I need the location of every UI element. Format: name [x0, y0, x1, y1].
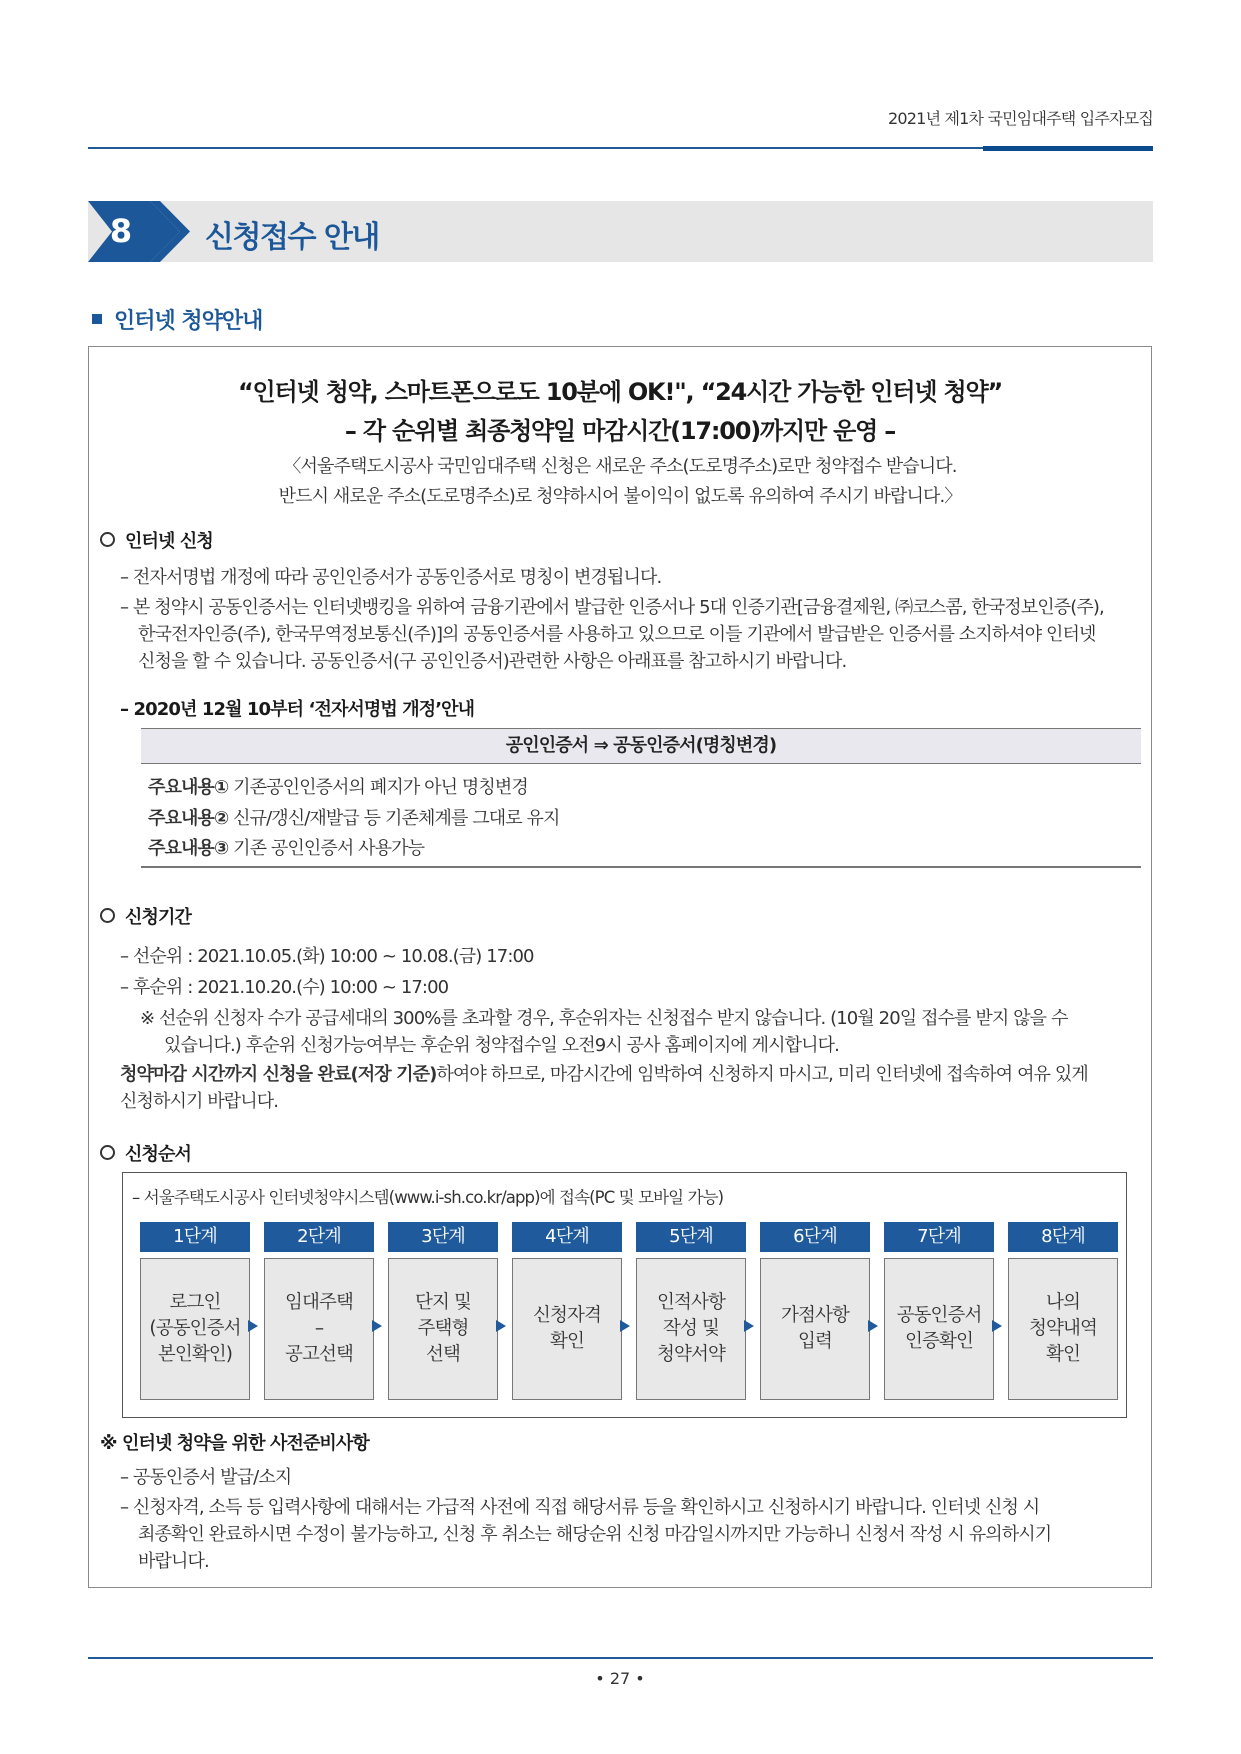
banner-line-2: – 각 순위별 최종청약일 마감시간(17:00)까지만 운영 –: [344, 417, 896, 445]
arrow-right-icon: [248, 1320, 258, 1332]
process-intro: – 서울주택도시공사 인터넷청약시스템(www.i-sh.co.kr/app)에 접속(PC 및 모바일 가능): [132, 1188, 724, 1207]
period-warning-line-2: 신청하시기 바랍니다.: [120, 1091, 279, 1112]
internet-apply-item-1: – 전자서명법 개정에 따라 공인인증서가 공동인증서로 명칭이 변경됩니다.: [120, 567, 662, 588]
step-5-head: 5단계: [636, 1222, 746, 1252]
prep-item-1: – 공동인증서 발급/소지: [120, 1467, 292, 1488]
document-header-title: 2021년 제1차 국민임대주택 입주자모집: [888, 109, 1153, 128]
arrow-right-icon: [496, 1320, 506, 1332]
step-3-head: 3단계: [388, 1222, 498, 1252]
step-7-head: 7단계: [884, 1222, 994, 1252]
step-7-body: 공동인증서 인증확인: [884, 1258, 994, 1400]
prep-item-2-line-2: 최종확인 완료하시면 수정이 불가능하고, 신청 후 취소는 해당순위 신청 마감일시까지만 가능하니 신청서 작성 시 유의하시기: [138, 1524, 1052, 1545]
esign-point-2-text: 신규/갱신/재발급 등 기존체계를 그대로 유지: [228, 808, 560, 829]
esign-notice-table-bottom-rule: [141, 866, 1141, 868]
circle-bullet-icon: [100, 532, 115, 547]
banner-line-1: “인터넷 청약, 스마트폰으로도 10분에 OK!", “24시간 가능한 인터넷 청약”: [237, 378, 1003, 406]
section-title: 신청접수 안내: [205, 220, 379, 255]
esign-notice-title: – 2020년 12월 10부터 ‘전자서명법 개정’안내: [120, 699, 475, 720]
step-5-body: 인적사항 작성 및 청약서약: [636, 1258, 746, 1400]
subheading-text: 인터넷 청약안내: [114, 309, 263, 334]
circle-bullet-icon: [100, 908, 115, 923]
order-heading-text: 신청순서: [125, 1144, 191, 1165]
internet-apply-heading-text: 인터넷 신청: [125, 531, 213, 552]
esign-point-3-text: 기존 공인인증서 사용가능: [228, 838, 425, 859]
page-number: • 27 •: [595, 1669, 645, 1688]
period-warning-rest: 하여야 하므로, 마감시간에 임박하여 신청하지 마시고, 미리 인터넷에 접속하여 여유 있게: [436, 1064, 1088, 1085]
period-warning-line-1: [120, 1060, 1088, 1086]
order-heading: [100, 1140, 191, 1166]
internet-apply-item-2-line-2: 한국전자인증(주), 한국무역정보통신(주)]의 공동인증서를 사용하고 있으므로 이들 기관에서 발급받은 인증서를 소지하셔야 인터넷: [138, 624, 1096, 645]
period-heading-text: 신청기간: [125, 907, 191, 928]
step-1-head: 1단계: [140, 1222, 250, 1252]
arrow-right-icon: [620, 1320, 630, 1332]
step-4-body: 신청자격 확인: [512, 1258, 622, 1400]
header-divider-accent: [983, 146, 1153, 151]
period-warning-bold: 청약마감 시간까지 신청을 완료(저장 기준): [120, 1064, 437, 1085]
period-first: – 선순위 : 2021.10.05.(화) 10:00 ~ 10.08.(금) 17:00: [120, 946, 534, 967]
step-1-body: 로그인 (공동인증서 본인확인): [140, 1258, 250, 1400]
square-bullet-icon: [92, 314, 102, 324]
arrow-right-icon: [868, 1320, 878, 1332]
prep-item-2-line-3: 바랍니다.: [138, 1551, 209, 1572]
arrow-right-icon: [372, 1320, 382, 1332]
prep-item-2-line-1: – 신청자격, 소득 등 입력사항에 대해서는 가급적 사전에 직접 해당서류 등을 확인하시고 신청하시기 바랍니다. 인터넷 신청 시: [120, 1497, 1040, 1518]
internet-apply-heading: [100, 527, 213, 553]
period-note-line-2: 있습니다.) 후순위 신청가능여부는 후순위 청약접수일 오전9시 공사 홈페이지에 게시합니다.: [164, 1035, 839, 1056]
esign-point-1-text: 기존공인인증서의 폐지가 아닌 명칭변경: [228, 777, 528, 798]
banner-line-4: 반드시 새로운 주소(도로명주소)로 청약하시어 불이익이 없도록 유의하여 주시기 바랍니다.〉: [278, 486, 962, 507]
period-heading: [100, 903, 191, 929]
circle-bullet-icon: [100, 1145, 115, 1160]
period-second: – 후순위 : 2021.10.20.(수) 10:00 ~ 17:00: [120, 977, 449, 998]
footer-divider: [88, 1657, 1153, 1659]
esign-point-2: [148, 804, 560, 830]
esign-point-1-label: 주요내용①: [148, 777, 229, 798]
arrow-right-icon: [744, 1320, 754, 1332]
esign-point-3: [148, 834, 424, 860]
internet-apply-item-2-line-3: 신청을 할 수 있습니다. 공동인증서(구 공인인증서)관련한 사항은 아래표를 참고하시기 바랍니다.: [138, 651, 847, 672]
esign-notice-table-header: 공인인증서 ⇒ 공동인증서(명칭변경): [141, 728, 1141, 764]
period-note-line-1: ※ 선순위 신청자 수가 공급세대의 300%를 초과할 경우, 후순위자는 신청접수 받지 않습니다. (10월 20일 접수를 받지 않을 수: [140, 1008, 1068, 1029]
step-3-body: 단지 및 주택형 선택: [388, 1258, 498, 1400]
subheading: [92, 304, 262, 335]
esign-point-1: [148, 773, 528, 799]
prep-heading: ※ 인터넷 청약을 위한 사전준비사항: [100, 1433, 369, 1454]
step-6-head: 6단계: [760, 1222, 870, 1252]
step-6-body: 가점사항 입력: [760, 1258, 870, 1400]
step-2-body: 임대주택 – 공고선택: [264, 1258, 374, 1400]
esign-point-2-label: 주요내용②: [148, 808, 229, 829]
step-2-head: 2단계: [264, 1222, 374, 1252]
banner-line-3: 〈서울주택도시공사 국민임대주택 신청은 새로운 주소(도로명주소)로만 청약접수 받습니다.: [283, 456, 957, 477]
arrow-right-icon: [992, 1320, 1002, 1332]
section-chevron-accent-icon: [150, 201, 190, 262]
step-8-head: 8단계: [1008, 1222, 1118, 1252]
step-4-head: 4단계: [512, 1222, 622, 1252]
section-number: 8: [109, 212, 133, 250]
step-8-body: 나의 청약내역 확인: [1008, 1258, 1118, 1400]
internet-apply-item-2-line-1: – 본 청약시 공동인증서는 인터넷뱅킹을 위하여 금융기관에서 발급한 인증서나 5대 인증기관[금융결제원, ㈜코스콤, 한국정보인증(주),: [120, 597, 1104, 618]
esign-point-3-label: 주요내용③: [148, 838, 229, 859]
